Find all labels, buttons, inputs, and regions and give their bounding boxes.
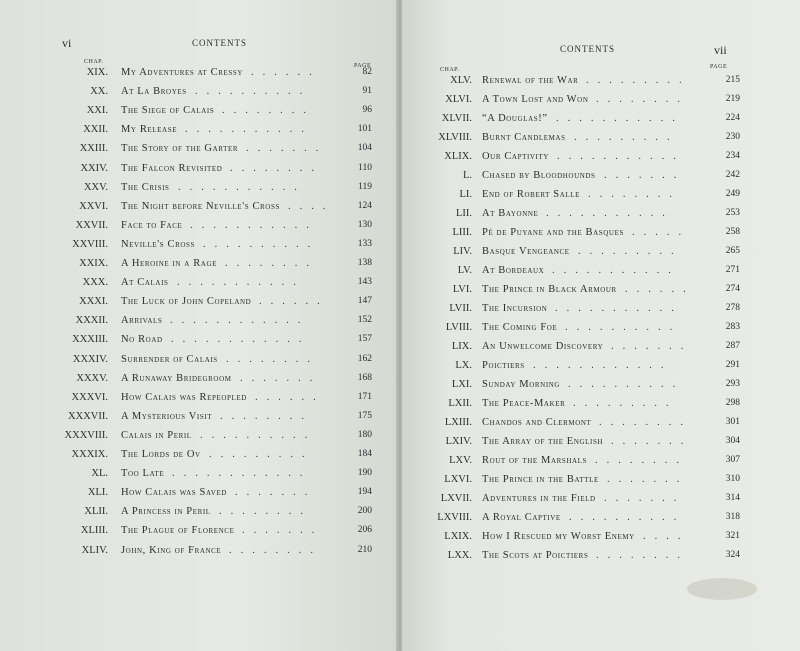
chapter-title: A Runaway Bridegroom (121, 372, 232, 384)
page-ref: 194 (357, 487, 372, 498)
chapter-number: XX. (90, 86, 108, 98)
page-ref: 82 (362, 67, 372, 77)
page-ref: 171 (357, 391, 372, 402)
toc-entry (0, 354, 398, 372)
chapter-number: XXII. (83, 124, 108, 136)
chapter-number: LXVIII. (437, 512, 472, 523)
page-ref: 104 (357, 143, 372, 154)
toc-entry (402, 341, 800, 359)
chapter-title: The Coming Foe (482, 322, 558, 333)
chapter-number: L. (462, 170, 472, 181)
toc-entry (0, 506, 398, 524)
page-ref: 258 (725, 227, 740, 237)
chapter-title: The Luck of John Copeland (121, 296, 252, 308)
chapter-number: XXXIV. (72, 353, 108, 365)
chapter-number: LV. (457, 265, 472, 276)
page-ref: 143 (357, 277, 372, 288)
chapter-title: At La Broyes (121, 86, 187, 98)
chapter-number: LI. (459, 189, 472, 200)
toc-entry (402, 493, 800, 511)
chapter-number: XLVII. (441, 113, 472, 124)
chapter-title: The Prince in Black Armour (482, 284, 617, 295)
chapter-number: LII. (455, 208, 472, 219)
toc-entry (0, 392, 398, 410)
page-ref: 224 (725, 113, 740, 123)
dot-leader: ........... (556, 113, 684, 124)
chapter-title: End of Robert Salle (482, 189, 580, 200)
chapter-title: A Royal Captive (482, 512, 561, 523)
toc-entry (0, 220, 398, 238)
dot-leader: ....... (240, 372, 322, 384)
dot-leader: .......... (200, 429, 317, 441)
toc-entry (0, 411, 398, 429)
left-page (0, 0, 398, 651)
chapter-number: XXXVII. (68, 410, 108, 422)
chapter-title: Burnt Candlemas (482, 132, 566, 143)
toc-entry (402, 151, 800, 169)
chapter-number: XL. (91, 468, 108, 480)
dot-leader: ........ (596, 94, 689, 105)
page-ref: 184 (357, 449, 372, 459)
page-ref: 119 (358, 181, 372, 192)
page-ref: 190 (357, 468, 372, 479)
toc-entry (0, 430, 398, 448)
page-ref: 91 (362, 86, 372, 97)
running-head: CONTENTS (192, 38, 247, 48)
dot-leader: .......... (195, 86, 312, 98)
page-ref: 147 (357, 296, 372, 307)
toc-entry (402, 94, 800, 112)
chapter-title: The Incursion (482, 303, 548, 314)
toc-entry (402, 75, 800, 93)
page-ref: 133 (357, 238, 372, 249)
toc-entry (402, 512, 800, 530)
dot-leader: ........... (555, 303, 683, 314)
page-ref: 310 (725, 474, 740, 484)
toc-entry (402, 550, 800, 568)
chapter-title: An Unwelcome Discovery (482, 341, 604, 352)
chapter-title: Rout of the Marshals (482, 455, 588, 466)
dot-leader: ........... (552, 265, 680, 276)
page-ref: 110 (358, 162, 372, 173)
chapter-number: XLVI. (445, 94, 472, 105)
dot-leader: .... (288, 200, 335, 212)
chapter-number: XXIV. (80, 162, 108, 174)
page-ref: 293 (725, 379, 740, 389)
chapter-title: The Siege of Calais (121, 105, 215, 117)
toc-entry (0, 373, 398, 391)
page-column-label: PAGE (710, 64, 728, 70)
chapter-title: My Release (121, 124, 178, 136)
chapter-number: LVII. (449, 303, 472, 314)
toc-entry (0, 163, 398, 181)
chapter-number: XXVIII. (72, 238, 108, 250)
running-head: CONTENTS (560, 44, 615, 54)
page-ref: 265 (725, 246, 740, 256)
toc-entry (402, 379, 800, 397)
page-ref: 168 (357, 372, 372, 383)
toc-entry (402, 303, 800, 321)
chapter-title: A Princess in Peril (121, 506, 211, 518)
right-page (402, 0, 800, 651)
toc-entry (402, 208, 800, 226)
chapter-title: Neville's Cross (121, 238, 195, 250)
toc-entry (0, 545, 398, 563)
page-ref: 314 (725, 493, 740, 503)
page-ref: 287 (725, 341, 740, 351)
chapter-number: LIX. (451, 341, 472, 352)
toc-entry (0, 277, 398, 295)
dot-leader: .... (643, 531, 690, 542)
chapter-number: XLV. (450, 75, 472, 86)
page-ref: 242 (725, 170, 740, 180)
page-ref: 101 (357, 124, 372, 135)
dot-leader: ....... (235, 487, 317, 499)
chapter-number: LXX. (447, 550, 472, 561)
toc-entry (0, 182, 398, 200)
paper-stain (687, 578, 757, 600)
toc-entry (402, 322, 800, 340)
dot-leader: ........... (546, 208, 674, 219)
toc-entry (0, 296, 398, 314)
chapter-number: XXXV. (76, 372, 108, 384)
chapter-title: At Bordeaux (482, 265, 545, 276)
chapter-number: LXVII. (440, 493, 472, 504)
toc-entry (0, 67, 398, 85)
page-ref: 162 (357, 353, 372, 364)
toc-entry (402, 455, 800, 473)
toc-entry (0, 124, 398, 142)
dot-leader: ....... (604, 170, 686, 181)
toc-entry (402, 531, 800, 549)
chapter-number: LXV. (449, 455, 472, 466)
toc-entry (0, 239, 398, 257)
dot-leader: ............ (172, 468, 312, 480)
chapter-number: LXIV. (445, 436, 472, 447)
dot-leader: .......... (569, 512, 686, 523)
dot-leader: ............ (533, 360, 673, 371)
chapter-number: LXIII. (444, 417, 472, 428)
page-ref: 175 (357, 410, 372, 421)
toc-entry (402, 132, 800, 150)
toc-entry (0, 525, 398, 543)
chapter-number: LX. (455, 360, 472, 371)
toc-entry (0, 86, 398, 104)
page-ref: 206 (357, 525, 372, 536)
dot-leader: ............ (170, 315, 310, 327)
chapter-title: No Road (121, 334, 163, 346)
dot-leader: ...... (255, 391, 325, 403)
dot-leader: ....... (611, 436, 693, 447)
dot-leader: ......... (586, 75, 691, 86)
page-ref: 210 (357, 544, 372, 555)
page-ref: 215 (725, 75, 740, 85)
toc-entry (0, 143, 398, 161)
dot-leader: ...... (251, 67, 321, 78)
page-ref: 291 (725, 360, 740, 370)
dot-leader: ........... (190, 219, 318, 231)
dot-leader: .......... (203, 238, 320, 250)
chapter-title: Poictiers (482, 360, 525, 371)
chapter-title: John, King of France (121, 544, 222, 556)
chapter-title: The Night before Neville's Cross (121, 200, 280, 212)
toc-entry (402, 113, 800, 131)
chapter-number: XLIV. (81, 544, 108, 556)
chap-column-label: CHAP. (440, 67, 460, 73)
toc-entry (402, 246, 800, 264)
dot-leader: .......... (568, 379, 685, 390)
page-number: vi (62, 36, 72, 50)
toc-entry (402, 227, 800, 245)
dot-leader: ......... (578, 246, 683, 257)
chapter-number: XLIX. (444, 151, 472, 162)
page-ref: 157 (357, 334, 372, 345)
page-ref: 298 (725, 398, 740, 408)
chapter-number: XXXVI. (71, 391, 108, 403)
chapter-title: My Adventures at Cressy (121, 67, 244, 78)
toc-entry (0, 468, 398, 486)
page-ref: 130 (357, 219, 372, 230)
chapter-number: XXI. (86, 105, 108, 117)
page-ref: 180 (357, 429, 372, 440)
chapter-title: At Calais (121, 277, 169, 289)
chapter-number: LVI. (452, 284, 472, 295)
chapter-number: XXVI. (79, 200, 108, 212)
chapter-title: The Peace-Maker (482, 398, 566, 409)
chapter-title: The Scots at Poictiers (482, 550, 589, 561)
dot-leader: .......... (565, 322, 682, 333)
dot-leader: ........ (230, 162, 323, 174)
page-ref: 278 (725, 303, 740, 313)
chapter-title: A Mysterious Visit (121, 410, 213, 422)
dot-leader: ........ (220, 410, 313, 422)
dot-leader: ........ (599, 417, 692, 428)
chapter-number: XXXI. (79, 296, 108, 308)
chapter-title: The Array of the English (482, 436, 604, 447)
dot-leader: ........ (588, 189, 681, 200)
toc-entry (402, 360, 800, 378)
page-ref: 230 (725, 132, 740, 142)
chapter-number: LIII. (452, 227, 472, 238)
chapter-number: LXI. (451, 379, 472, 390)
chapter-title: “A Douglas!” (482, 113, 548, 124)
dot-leader: ........ (226, 353, 319, 365)
chapter-number: XXIX. (79, 258, 108, 269)
chapter-title: The Prince in the Battle (482, 474, 599, 485)
page-ref: 138 (357, 258, 372, 268)
chapter-number: LIV. (453, 246, 472, 257)
dot-leader: ........... (557, 151, 685, 162)
dot-leader: ............ (171, 334, 311, 346)
dot-leader: ..... (632, 227, 691, 238)
toc-entry (402, 189, 800, 207)
chapter-number: LXVI. (444, 474, 472, 485)
toc-entry (402, 284, 800, 302)
dot-leader: ........... (177, 277, 305, 289)
chapter-title: The Story of the Garter (121, 143, 239, 155)
page-column-label: PAGE (354, 63, 372, 69)
chapter-number: XXX. (82, 277, 108, 289)
chapter-number: XXVII. (75, 219, 108, 231)
toc-entry (0, 105, 398, 123)
toc-entry (402, 398, 800, 416)
toc-entry (402, 474, 800, 492)
page-ref: 324 (725, 550, 740, 560)
dot-leader: ....... (242, 525, 324, 537)
page-ref: 234 (725, 151, 740, 161)
dot-leader: ........ (225, 258, 318, 269)
chapter-number: XLVIII. (438, 132, 472, 143)
dot-leader: ......... (209, 449, 314, 460)
page-ref: 200 (357, 506, 372, 517)
toc-entry (0, 449, 398, 467)
toc-entry (0, 258, 398, 276)
dot-leader: ........... (185, 124, 313, 136)
page-ref: 301 (725, 417, 740, 427)
dot-leader: ...... (259, 296, 329, 308)
chapter-number: XXXIII. (72, 334, 108, 346)
chapter-title: The Falcon Revisited (121, 162, 223, 174)
page-ref: 307 (725, 455, 740, 465)
chapter-number: LXIX. (444, 531, 472, 542)
chapter-title: Adventures in the Field (482, 493, 596, 504)
chapter-title: Chandos and Clermont (482, 417, 592, 428)
chapter-number: LXII. (448, 398, 472, 409)
toc-entry (0, 201, 398, 219)
toc-entry (402, 265, 800, 283)
page-ref: 219 (725, 94, 740, 104)
dot-leader: ........ (229, 544, 322, 556)
chapter-number: XXXIX. (71, 449, 108, 460)
chapter-title: A Town Lost and Won (482, 94, 589, 105)
chapter-title: Calais in Peril (121, 429, 192, 441)
chapter-title: How I Rescued my Worst Enemy (482, 531, 635, 542)
dot-leader: ........ (222, 105, 315, 117)
page-ref: 124 (357, 200, 372, 211)
page-ref: 283 (725, 322, 740, 332)
chapter-title: A Heroine in a Rage (121, 258, 217, 269)
chapter-number: XLI. (87, 487, 108, 499)
toc-entry (0, 315, 398, 333)
page-ref: 152 (357, 315, 372, 326)
dot-leader: ....... (246, 143, 328, 155)
chapter-number: XLII. (84, 506, 108, 518)
page-ref: 249 (725, 189, 740, 199)
dot-leader: ......... (574, 132, 679, 143)
dot-leader: ........ (219, 506, 312, 518)
chapter-number: XXXII. (75, 315, 108, 327)
chapter-title: Surrender of Calais (121, 353, 218, 365)
toc-entry (402, 436, 800, 454)
page-ref: 96 (362, 105, 372, 116)
toc-entry (0, 334, 398, 352)
chapter-title: How Calais was Repeopled (121, 391, 247, 403)
dot-leader: ......... (573, 398, 678, 409)
chapter-title: Arrivals (121, 315, 163, 327)
chapter-number: XXV. (83, 181, 108, 193)
chapter-title: Face to Face (121, 219, 183, 231)
chapter-number: XLIII. (80, 525, 108, 537)
chapter-title: Basque Vengeance (482, 246, 570, 257)
chapter-title: At Bayonne (482, 208, 539, 219)
chapter-title: Our Captivity (482, 151, 550, 162)
chapter-title: The Plague of Florence (121, 525, 235, 537)
chapter-title: Renewal of the War (482, 75, 579, 86)
dot-leader: ....... (607, 474, 689, 485)
chapter-title: The Crisis (121, 181, 170, 193)
chapter-title: Sunday Morning (482, 379, 561, 390)
chapter-title: Too Late (121, 468, 165, 480)
page-ref: 271 (725, 265, 740, 275)
toc-entry (0, 487, 398, 505)
toc-entry (402, 417, 800, 435)
dot-leader: ........... (178, 181, 306, 193)
page-number: vii (714, 43, 727, 57)
chapter-title: Chased by Bloodhounds (482, 170, 596, 181)
chapter-number: XXIII. (79, 143, 108, 155)
chapter-title: How Calais was Saved (121, 487, 227, 499)
page-ref: 274 (725, 284, 740, 294)
page-ref: 304 (725, 436, 740, 446)
dot-leader: ....... (611, 341, 693, 352)
page-ref: 321 (725, 531, 740, 541)
chapter-number: XXXVIII. (64, 429, 108, 441)
page-ref: 318 (725, 512, 740, 522)
chapter-title: Pé de Puyane and the Basques (482, 227, 624, 238)
chapter-number: XIX. (86, 67, 108, 78)
dot-leader: ....... (604, 493, 686, 504)
chapter-title: The Lords de Ov (121, 449, 201, 460)
dot-leader: ...... (625, 284, 695, 295)
chap-column-label: CHAP. (84, 59, 104, 65)
toc-entry (402, 170, 800, 188)
chapter-number: LVIII. (445, 322, 472, 333)
dot-leader: ........ (595, 455, 688, 466)
dot-leader: ........ (596, 550, 689, 561)
page-ref: 253 (725, 208, 740, 218)
